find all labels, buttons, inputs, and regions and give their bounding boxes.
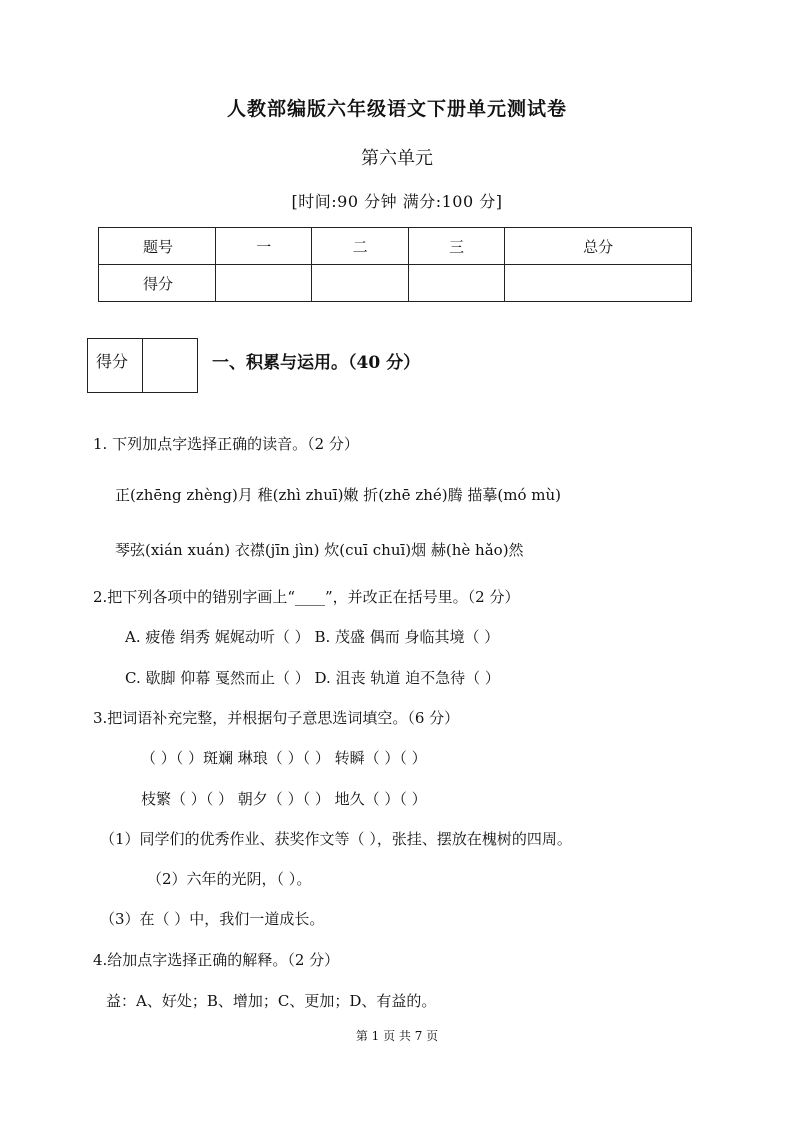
section-score-box bbox=[87, 338, 198, 393]
question-1-line: 琴弦(xián xuán) 衣襟(jīn jìn) 炊(cuī chuī)烟 赫(hè hǎo)然 bbox=[115, 541, 524, 559]
table-row-label: 得分 bbox=[99, 265, 216, 302]
question-2-line: C. 歇脚 仰幕 戛然而止（ ） D. 沮丧 轨道 迫不急待（ ） bbox=[125, 669, 500, 687]
question-3-sentence: （3）在（ ）中，我们一道成长。 bbox=[100, 910, 325, 928]
section-score-label: 得分 bbox=[88, 339, 143, 392]
score-cell[interactable] bbox=[408, 265, 504, 302]
question-3-prompt: 3.把词语补充完整，并根据句子意思选词填空。（6 分） bbox=[93, 709, 460, 727]
table-row bbox=[99, 228, 692, 265]
table-row bbox=[99, 265, 692, 302]
table-header-cell: 三 bbox=[408, 228, 504, 265]
score-table bbox=[98, 227, 692, 302]
section-title: 一、积累与运用。（40 分） bbox=[212, 353, 421, 373]
table-header-cell: 题号 bbox=[99, 228, 216, 265]
question-1-line: 正(zhēng zhèng)月 稚(zhì zhuī)嫩 折(zhē zhé)腾 描摹(mó mù) bbox=[115, 486, 562, 504]
section-score-cell[interactable] bbox=[143, 339, 197, 392]
question-3-line: （ ）（ ）斑斓 琳琅（ ）（ ） 转瞬（ ）（ ） bbox=[141, 749, 427, 767]
question-3-line: 枝繁（ ）（ ） 朝夕（ ）（ ） 地久（ ）（ ） bbox=[141, 790, 427, 808]
question-4-line: 益：A、好处；B、增加；C、更加；D、有益的。 bbox=[106, 992, 437, 1010]
score-cell[interactable] bbox=[312, 265, 408, 302]
question-3-sentence: （1）同学们的优秀作业、获奖作文等（ ），张挂、摆放在槐树的四周。 bbox=[100, 830, 572, 848]
unit-subtitle: 第六单元 bbox=[361, 148, 433, 169]
table-header-cell: 二 bbox=[312, 228, 408, 265]
score-cell[interactable] bbox=[505, 265, 692, 302]
question-2-line: A. 疲倦 绢秀 娓娓动听（ ） B. 茂盛 偶而 身临其境（ ） bbox=[125, 628, 500, 646]
page-title: 人教部编版六年级语文下册单元测试卷 bbox=[226, 98, 567, 120]
question-3-sentence: （2）六年的光阴，（ ）。 bbox=[147, 870, 312, 888]
time-score-info: [时间:90 分钟 满分:100 分] bbox=[291, 192, 503, 211]
score-cell[interactable] bbox=[216, 265, 312, 302]
question-4-prompt: 4.给加点字选择正确的解释。（2 分） bbox=[93, 951, 340, 969]
table-header-cell: 一 bbox=[216, 228, 312, 265]
question-2-prompt: 2.把下列各项中的错别字画上“____”，并改正在括号里。（2 分） bbox=[93, 588, 520, 606]
table-header-cell: 总分 bbox=[505, 228, 692, 265]
page-number: 第 1 页 共 7 页 bbox=[355, 1029, 439, 1043]
question-1-prompt: 1. 下列加点字选择正确的读音。（2 分） bbox=[93, 435, 359, 453]
